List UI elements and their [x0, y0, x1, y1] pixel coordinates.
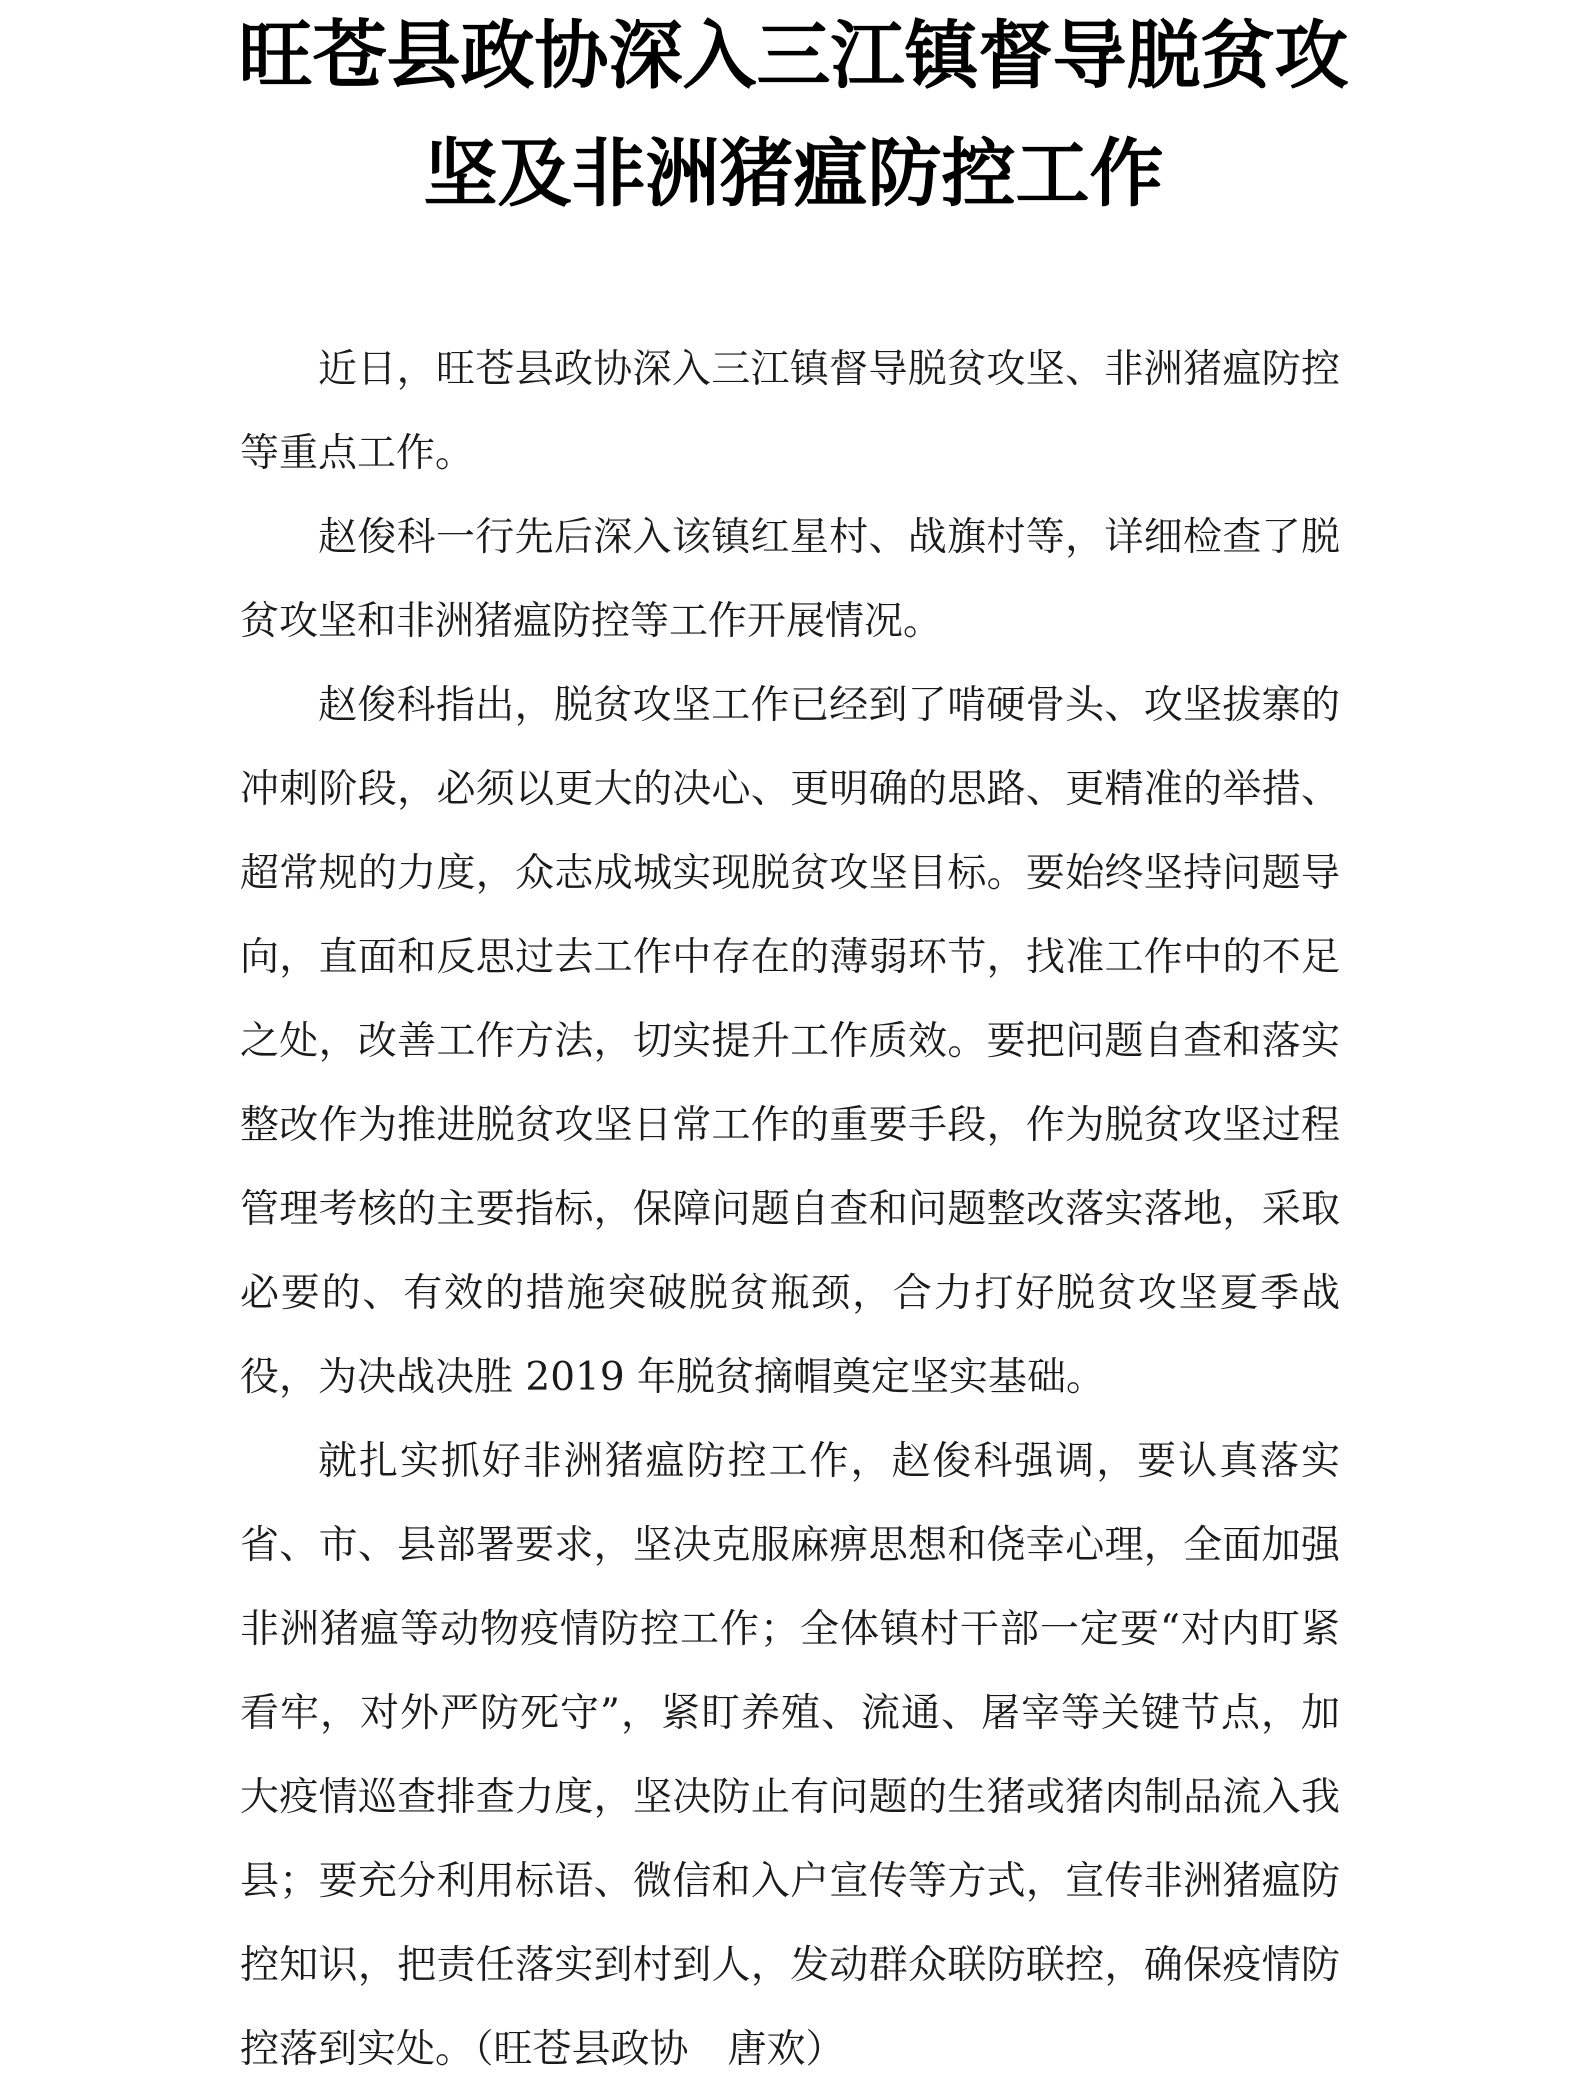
- paragraph-2: 赵俊科一行先后深入该镇红星村、战旗村等，详细检查了脱贫攻坚和非洲猪瘟防控等工作开展情况。: [240, 515, 1340, 644]
- title-line-1: 旺苍县政协深入三江镇督导脱贫攻: [238, 13, 1349, 99]
- paragraph-4: 就扎实抓好非洲猪瘟防控工作，赵俊科强调，要认真落实省、市、县部署要求，坚决克服麻痹思想和侥幸心理，全面加强非洲猪瘟等动物疫情防控工作；全体镇村干部一定要“对内盯紧看牢，对外严防死守”，紧盯养殖、流通、屠宰等关键节点，加大疫情巡查排查力度，坚决防止有问题的生猪或猪肉制品流入我县；要充分利用标语、微信和入户宣传等方式，宣传非洲猪瘟防控知识，把责任落实到村到人，发动群众联防联控，确保疫情防控落到实处。（旺苍县政协 唐欢）: [240, 1439, 1340, 2072]
- paragraph-1: 近日，旺苍县政协深入三江镇督导脱贫攻坚、非洲猪瘟防控等重点工作。: [240, 347, 1340, 476]
- title-line-2: 坚及非洲猪瘟防控工作: [423, 131, 1164, 217]
- paragraph-3: 赵俊科指出，脱贫攻坚工作已经到了啃硬骨头、攻坚拔寨的冲刺阶段，必须以更大的决心、更明确的思路、更精准的举措、超常规的力度，众志成城实现脱贫攻坚目标。要始终坚持问题导向，直面和反思过去工作中存在的薄弱环节，找准工作中的不足之处，改善工作方法，切实提升工作质效。要把问题自查和落实整改作为推进脱贫攻坚日常工作的重要手段，作为脱贫攻坚过程管理考核的主要指标，保障问题自查和问题整改落实落地，采取必要的、有效的措施突破脱贫瓶颈，合力打好脱贫攻坚夏季战役，为决战决胜 2019 年脱贫摘帽奠定坚实基础。: [240, 683, 1340, 1400]
- article-body: [240, 328, 1340, 2092]
